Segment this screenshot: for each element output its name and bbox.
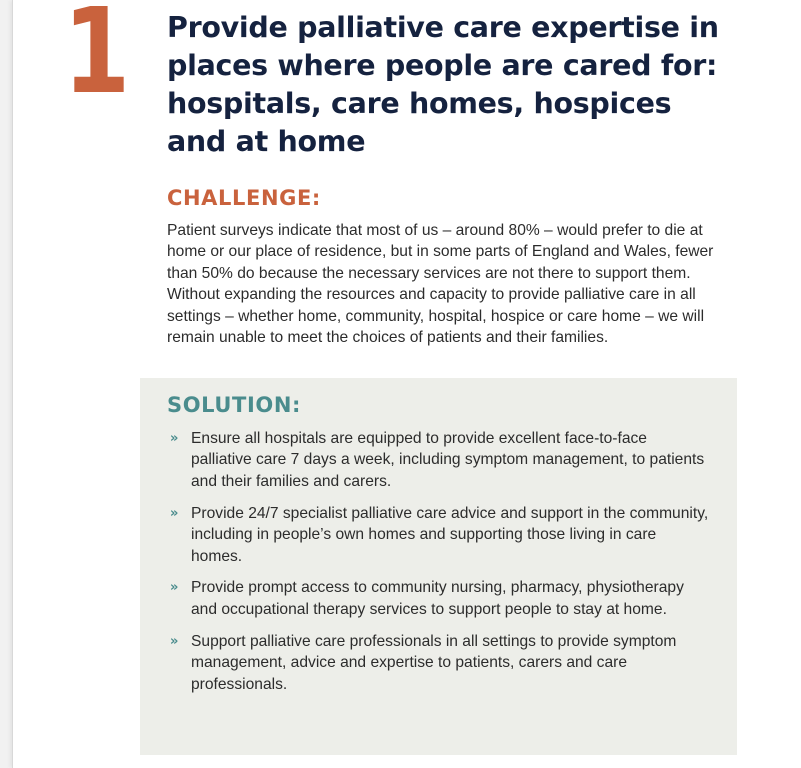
challenge-body: Patient surveys indicate that most of us – around 80% – would prefer to die at home or our place of residence, but in some parts of England and Wales, fewer than 50% do because the necessary services are not there to support them. Without expanding the resources and capacity to provide palliative care in all settings – whether home, community, hospital, hospice or care home – we will remain unable to meet the choices of patients and their families.: [167, 222, 714, 347]
bullet-chevron-icon: »: [170, 505, 179, 521]
challenge-title: CHALLENGE:: [167, 186, 321, 210]
bullet-chevron-icon: »: [170, 580, 179, 596]
list-item-text: Support palliative care professionals in all settings to provide symptom management, advice and expertise to patients, carers and care professionals.: [191, 632, 677, 693]
solution-list: [170, 428, 710, 705]
list-item: [170, 631, 710, 695]
section-heading: Provide palliative care expertise in places where people are cared for: hospitals, care homes, hospices and at home: [167, 11, 719, 158]
list-item-text: Provide 24/7 specialist palliative care advice and support in the community, including in people’s own homes and supporting those living in care homes.: [191, 504, 709, 565]
section-number: 1: [63, 0, 129, 120]
solution-box: [140, 378, 737, 755]
list-item: [170, 577, 710, 620]
list-item: [170, 428, 710, 492]
list-item-text: Ensure all hospitals are equipped to provide excellent face-to-face palliative care 7 days a week, including symptom management, to patients and their families and carers.: [191, 430, 705, 490]
solution-title: SOLUTION:: [167, 393, 302, 417]
bullet-chevron-icon: »: [170, 431, 179, 446]
document-page: [13, 0, 801, 768]
list-item-text: Provide prompt access to community nursing, pharmacy, physiotherapy and occupational therapy services to support people to stay at home.: [191, 579, 684, 618]
bullet-chevron-icon: »: [170, 633, 179, 649]
list-item: [170, 503, 710, 567]
